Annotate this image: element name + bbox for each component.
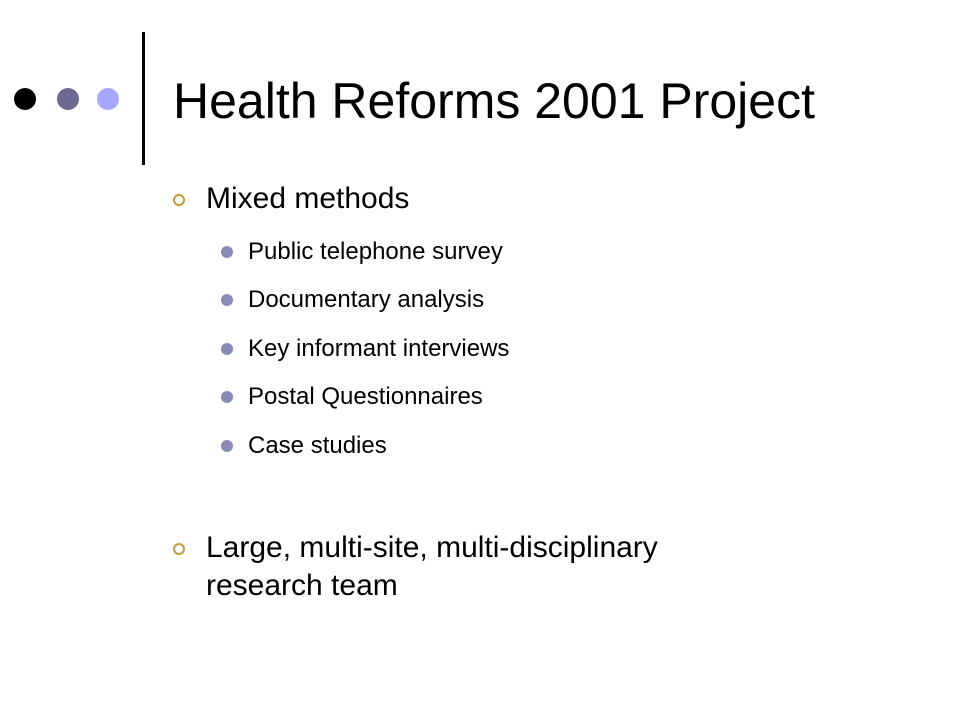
bullet-research-team-line-2: research team (206, 569, 398, 602)
hollow-bullet-icon (173, 543, 185, 555)
slide-title: Health Reforms 2001 Project (173, 73, 815, 129)
filled-bullet-icon (221, 294, 233, 306)
filled-bullet-icon (221, 391, 233, 403)
sub-bullet-item: Key informant interviews (248, 335, 510, 362)
sub-bullet-item: Postal Questionnaires (248, 383, 483, 410)
sub-bullet-item: Documentary analysis (248, 286, 485, 313)
filled-bullet-icon (221, 343, 233, 355)
filled-bullet-icon (221, 246, 233, 258)
hollow-bullet-icon (173, 194, 185, 206)
filled-bullet-icon (221, 440, 233, 452)
sub-bullet-item: Case studies (248, 432, 387, 459)
bullet-mixed-methods: Mixed methods (206, 182, 410, 215)
bullet-research-team-line-1: Large, multi-site, multi-disciplinary (206, 531, 658, 564)
sub-bullet-item: Public telephone survey (248, 238, 503, 265)
